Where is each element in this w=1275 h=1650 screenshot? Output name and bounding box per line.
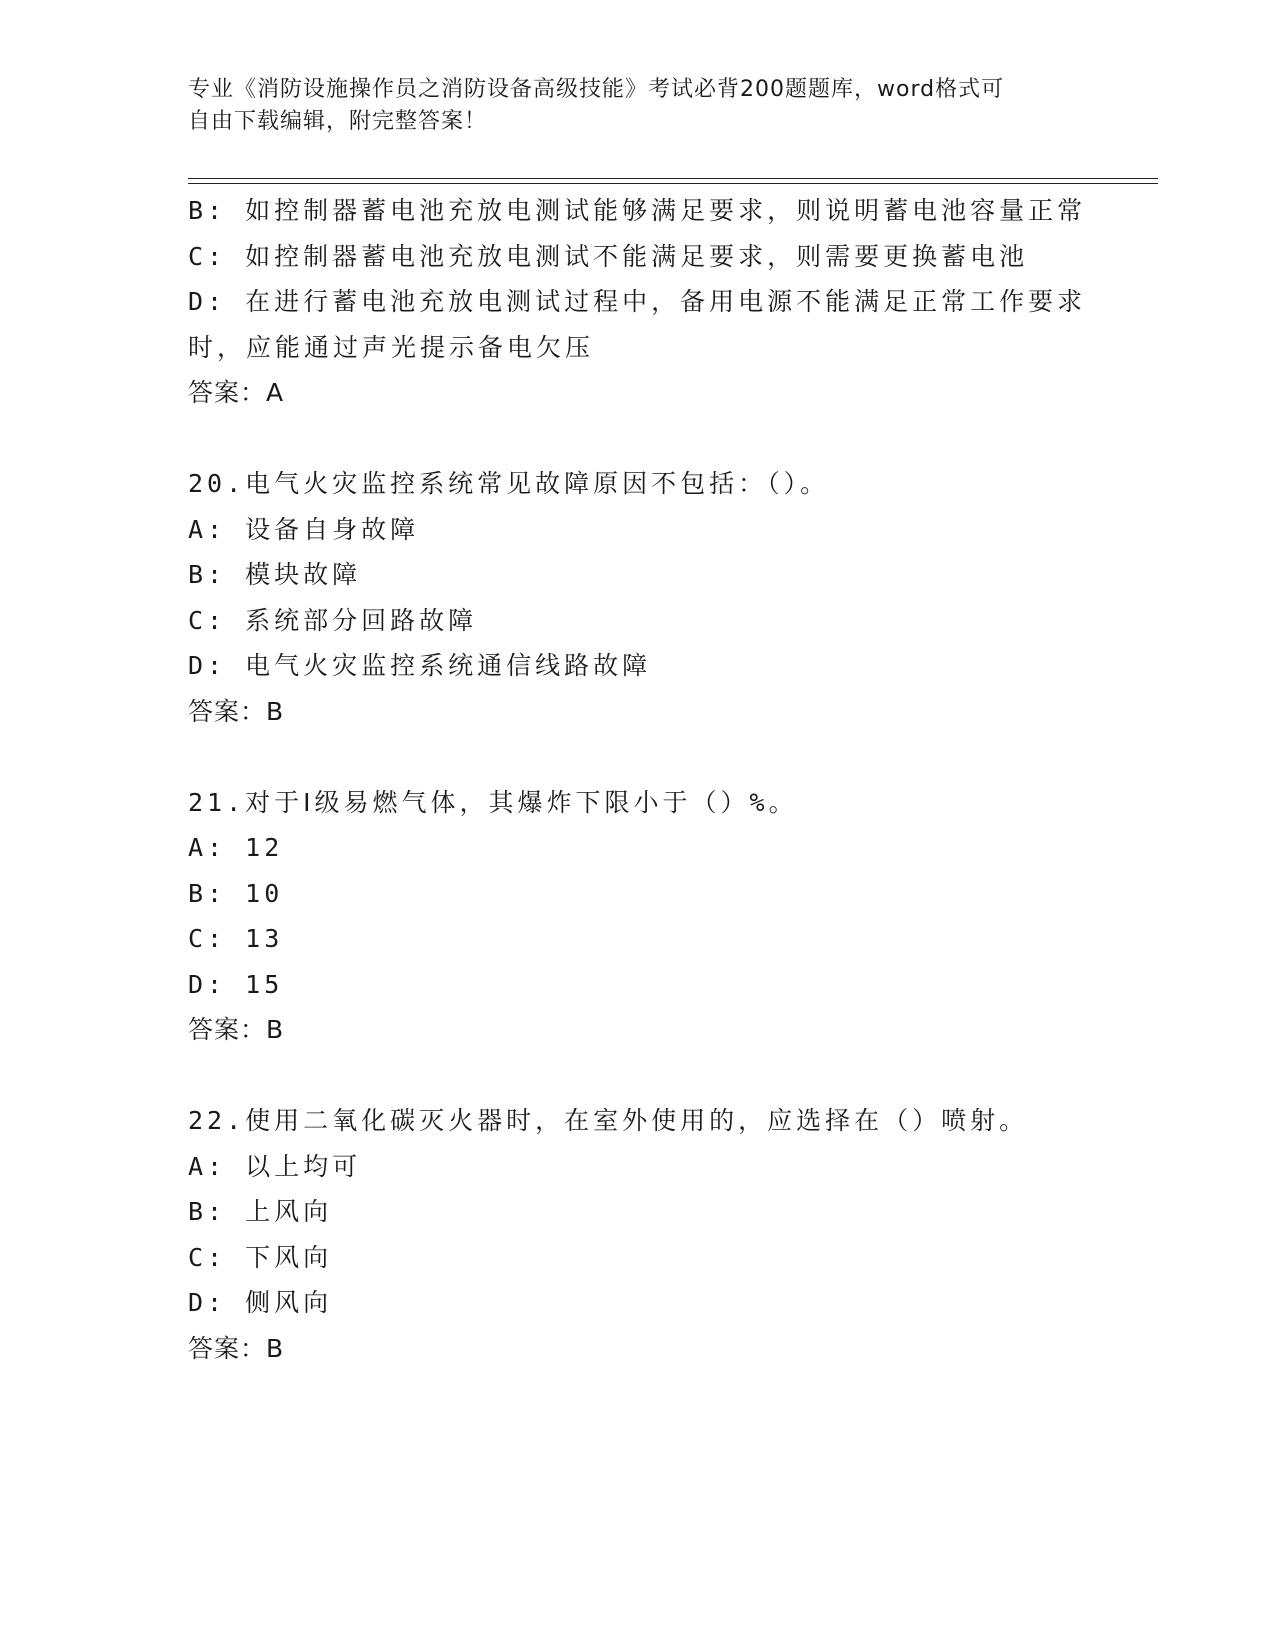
option-c: C: 13 <box>188 924 284 953</box>
option-a: A: 以上均可 <box>188 1151 362 1181</box>
option-b: B: 如控制器蓄电池充放电测试能够满足要求，则说明蓄电池容量正常 <box>188 196 1087 225</box>
option-a: A: 12 <box>188 833 284 862</box>
question-stem: 20.电气火灾监控系统常见故障原因不包括：（）。 <box>188 469 830 498</box>
question-stem: 22.使用二氧化碳灭火器时，在室外使用的，应选择在（）喷射。 <box>188 1106 1029 1135</box>
option-b: B: 上风向 <box>188 1197 333 1226</box>
header-divider-bottom <box>188 183 1158 184</box>
spacer <box>188 734 1088 780</box>
option-d: D: 侧风向 <box>188 1288 333 1317</box>
option-d: D: 电气火灾监控系统通信线路故障 <box>188 651 652 680</box>
option-c: C: 如控制器蓄电池充放电测试不能满足要求，则需要更换蓄电池 <box>188 241 1029 271</box>
answer-label: 答案：B <box>188 1333 285 1363</box>
option-d: D: 在进行蓄电池充放电测试过程中，备用电源不能满足正常工作要求 <box>188 287 1087 316</box>
document-header <box>188 74 1088 138</box>
question-stem: 21.对于Ⅰ级易燃气体，其爆炸下限小于（）%。 <box>188 787 798 817</box>
question-19-continued <box>188 188 1088 416</box>
option-a: A: 设备自身故障 <box>188 514 420 544</box>
spacer <box>188 416 1088 462</box>
spacer <box>188 1053 1088 1099</box>
question-list <box>188 188 1088 1371</box>
question-22 <box>188 1098 1088 1371</box>
answer-label: 答案：A <box>188 378 285 407</box>
answer-label: 答案：B <box>188 696 285 726</box>
option-c: C: 下风向 <box>188 1242 333 1272</box>
option-b: B: 10 <box>188 878 284 908</box>
option-c: C: 系统部分回路故障 <box>188 605 478 635</box>
answer-label: 答案：B <box>188 1015 285 1044</box>
option-b: B: 模块故障 <box>188 560 362 589</box>
header-divider-top <box>188 178 1158 179</box>
header-title-line-1: 专业《消防设施操作员之消防设备高级技能》考试必背200题题库，word格式可 <box>188 77 1005 102</box>
question-20 <box>188 461 1088 734</box>
option-d-continued: 时，应能通过声光提示备电欠压 <box>188 332 595 362</box>
option-d: D: 15 <box>188 969 284 999</box>
header-title-line-2: 自由下载编辑，附完整答案！ <box>188 109 488 134</box>
question-21 <box>188 780 1088 1053</box>
